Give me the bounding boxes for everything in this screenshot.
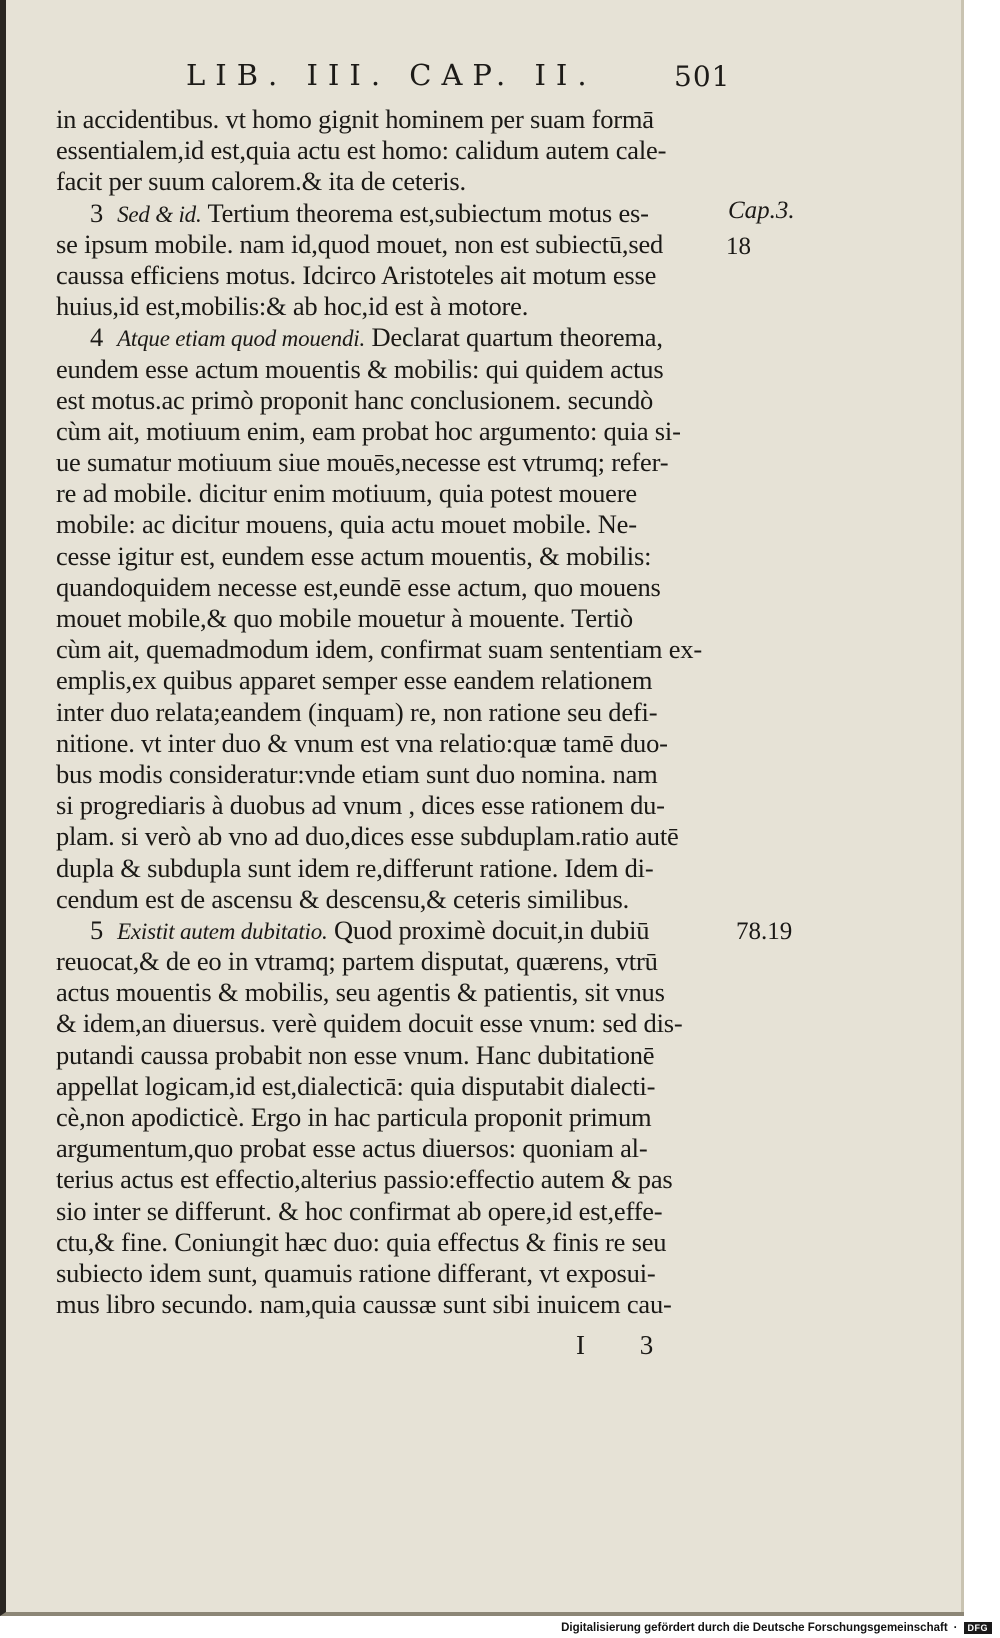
line-text: cùm ait, quemadmodum idem, confirmat suam sententiam ex-	[56, 634, 702, 665]
text-line	[56, 541, 736, 572]
text-line	[56, 572, 736, 603]
margin-note-ref-78: 78.19	[736, 918, 793, 945]
text-line	[56, 1008, 736, 1039]
line-text: si progrediaris à duobus ad vnum , dices esse rationem du-	[56, 790, 665, 821]
text-line	[56, 135, 736, 166]
text-line	[56, 884, 736, 915]
signature-mark: I 3	[576, 1330, 678, 1360]
text-line	[56, 322, 736, 353]
text-line	[56, 1196, 736, 1227]
line-text: argumentum,quo probat esse actus diuersos: quoniam al-	[56, 1133, 648, 1164]
text-line	[56, 509, 736, 540]
line-text: Tertium theorema est,subiectum motus es-	[207, 197, 649, 228]
text-line	[56, 1258, 736, 1289]
running-head: LIB. III. CAP. II.	[186, 58, 597, 92]
line-text: cesse igitur est, eundem esse actum mouentis, & mobilis:	[56, 540, 652, 571]
line-text: bus modis consideratur:vnde etiam sunt duo nomina. nam	[56, 758, 658, 789]
line-text: facit per suum calorem.& ita de ceteris.	[56, 166, 466, 197]
line-text: se ipsum mobile. nam id,quod mouet, non est subiectū,sed	[56, 228, 664, 259]
line-text: nitione. vt inter duo & vnum est vna relatio:quæ tamē duo-	[56, 727, 668, 758]
line-text: actus mouentis & mobilis, seu agentis & patientis, sit vnus	[56, 977, 665, 1008]
margin-note-ref-18: 18	[726, 233, 751, 260]
dfg-logo: DFG	[964, 1622, 993, 1634]
text-line	[56, 447, 736, 478]
text-line	[56, 1289, 736, 1320]
text-line	[56, 1102, 736, 1133]
lemma: Atque etiam quod mouendi.	[117, 326, 366, 352]
text-line	[56, 416, 736, 447]
footer-credit-text: Digitalisierung gefördert durch die Deutsche Forschungsgemeinschaft	[561, 1622, 948, 1634]
text-line	[56, 728, 736, 759]
text-block	[56, 104, 736, 1320]
text-line	[56, 915, 736, 946]
line-text: Quod proximè docuit,in dubiū	[334, 914, 650, 945]
line-text: cendum est de ascensu & descensu,& ceteris similibus.	[56, 883, 629, 914]
line-text: Declarat quartum theorema,	[371, 322, 663, 353]
line-text: & idem,an diuersus. verè quidem docuit esse vnum: sed dis-	[56, 1008, 683, 1039]
text-line	[56, 634, 736, 665]
footer-credit-bar: Digitalisierung gefördert durch die Deutsche Forschungsgemeinschaft · DFG	[561, 1620, 992, 1636]
line-text: in accidentibus. vt homo gignit hominem per suam formā	[56, 104, 654, 134]
text-line	[56, 1133, 736, 1164]
text-line	[56, 1071, 736, 1102]
text-line	[56, 478, 736, 509]
text-line	[56, 790, 736, 821]
paragraph-number: 4	[90, 322, 104, 353]
text-line	[56, 697, 736, 728]
text-line	[56, 821, 736, 852]
text-line	[56, 977, 736, 1008]
line-text: mouet mobile,& quo mobile mouetur à mouente. Tertiò	[56, 603, 633, 633]
text-line	[56, 104, 736, 135]
text-line	[56, 166, 736, 197]
line-text: appellat logicam,id est,dialecticā: quia disputabit dialecti-	[56, 1070, 656, 1101]
line-text: putandi caussa probabit non esse vnum. Hanc dubitationē	[56, 1039, 655, 1070]
paragraph-number: 3	[90, 197, 104, 228]
line-text: essentialem,id est,quia actu est homo: calidum autem cale-	[56, 135, 667, 166]
line-text: terius actus est effectio,alterius passio:effectio autem & pas	[56, 1164, 673, 1195]
line-text: caussa efficiens motus. Idcirco Aristoteles ait motum esse	[56, 259, 657, 290]
lemma: Sed & id.	[117, 201, 202, 227]
line-text: huius,id est,mobilis:& ab hoc,id est à motore.	[56, 291, 529, 322]
text-line	[56, 1164, 736, 1195]
line-text: quandoquidem necesse est,eundē esse actum, quo mouens	[56, 571, 661, 602]
line-text: reuocat,& de eo in vtramq; partem disputat, quærens, vtrū	[56, 946, 658, 977]
line-text: cè,non apodicticè. Ergo in hac particula proponit primum	[56, 1102, 652, 1132]
text-line	[56, 946, 736, 977]
line-text: plam. si verò ab vno ad duo,dices esse subduplam.ratio autē	[56, 821, 679, 852]
line-text: ctu,& fine. Coniungit hæc duo: quia effectus & finis re seu	[56, 1226, 667, 1257]
line-text: re ad mobile. dicitur enim motiuum, quia potest mouere	[56, 478, 637, 509]
line-text: sio inter se differunt. & hoc confirmat ab opere,id est,effe-	[56, 1195, 663, 1226]
line-text: inter duo relata;eandem (inquam) re, non ratione seu defi-	[56, 696, 658, 727]
text-line	[56, 603, 736, 634]
line-text: ue sumatur motiuum siue mouēs,necesse est vtrumq; refer-	[56, 447, 669, 478]
line-text: eundem esse actum mouentis & mobilis: qui quidem actus	[56, 353, 664, 384]
text-line	[56, 260, 736, 291]
text-line	[56, 198, 736, 229]
page-edge	[961, 0, 964, 1612]
lemma: Existit autem dubitatio.	[117, 918, 328, 944]
line-text: dupla & subdupla sunt idem re,differunt ratione. Idem di-	[56, 852, 654, 883]
page-number: 501	[674, 60, 731, 93]
line-text: cùm ait, motiuum enim, eam probat hoc argumento: quia si-	[56, 415, 681, 446]
text-line	[56, 385, 736, 416]
text-line	[56, 853, 736, 884]
text-line	[56, 291, 736, 322]
line-text: subiecto idem sunt, quamuis ratione differant, vt exposui-	[56, 1257, 656, 1288]
text-line	[56, 1227, 736, 1258]
text-line	[56, 759, 736, 790]
paragraph-number: 5	[90, 914, 104, 945]
line-text: mus libro secundo. nam,quia caussæ sunt sibi inuicem cau-	[56, 1289, 672, 1320]
text-line	[56, 665, 736, 696]
text-line	[56, 229, 736, 260]
margin-note-cap: Cap.3.	[728, 197, 795, 224]
line-text: emplis,ex quibus apparet semper esse eandem relationem	[56, 665, 653, 696]
line-text: mobile: ac dicitur mouens, quia actu mouet mobile. Ne-	[56, 509, 637, 540]
line-text: est motus.ac primò proponit hanc conclusionem. secundò	[56, 384, 654, 415]
text-line	[56, 1040, 736, 1071]
text-line	[56, 354, 736, 385]
